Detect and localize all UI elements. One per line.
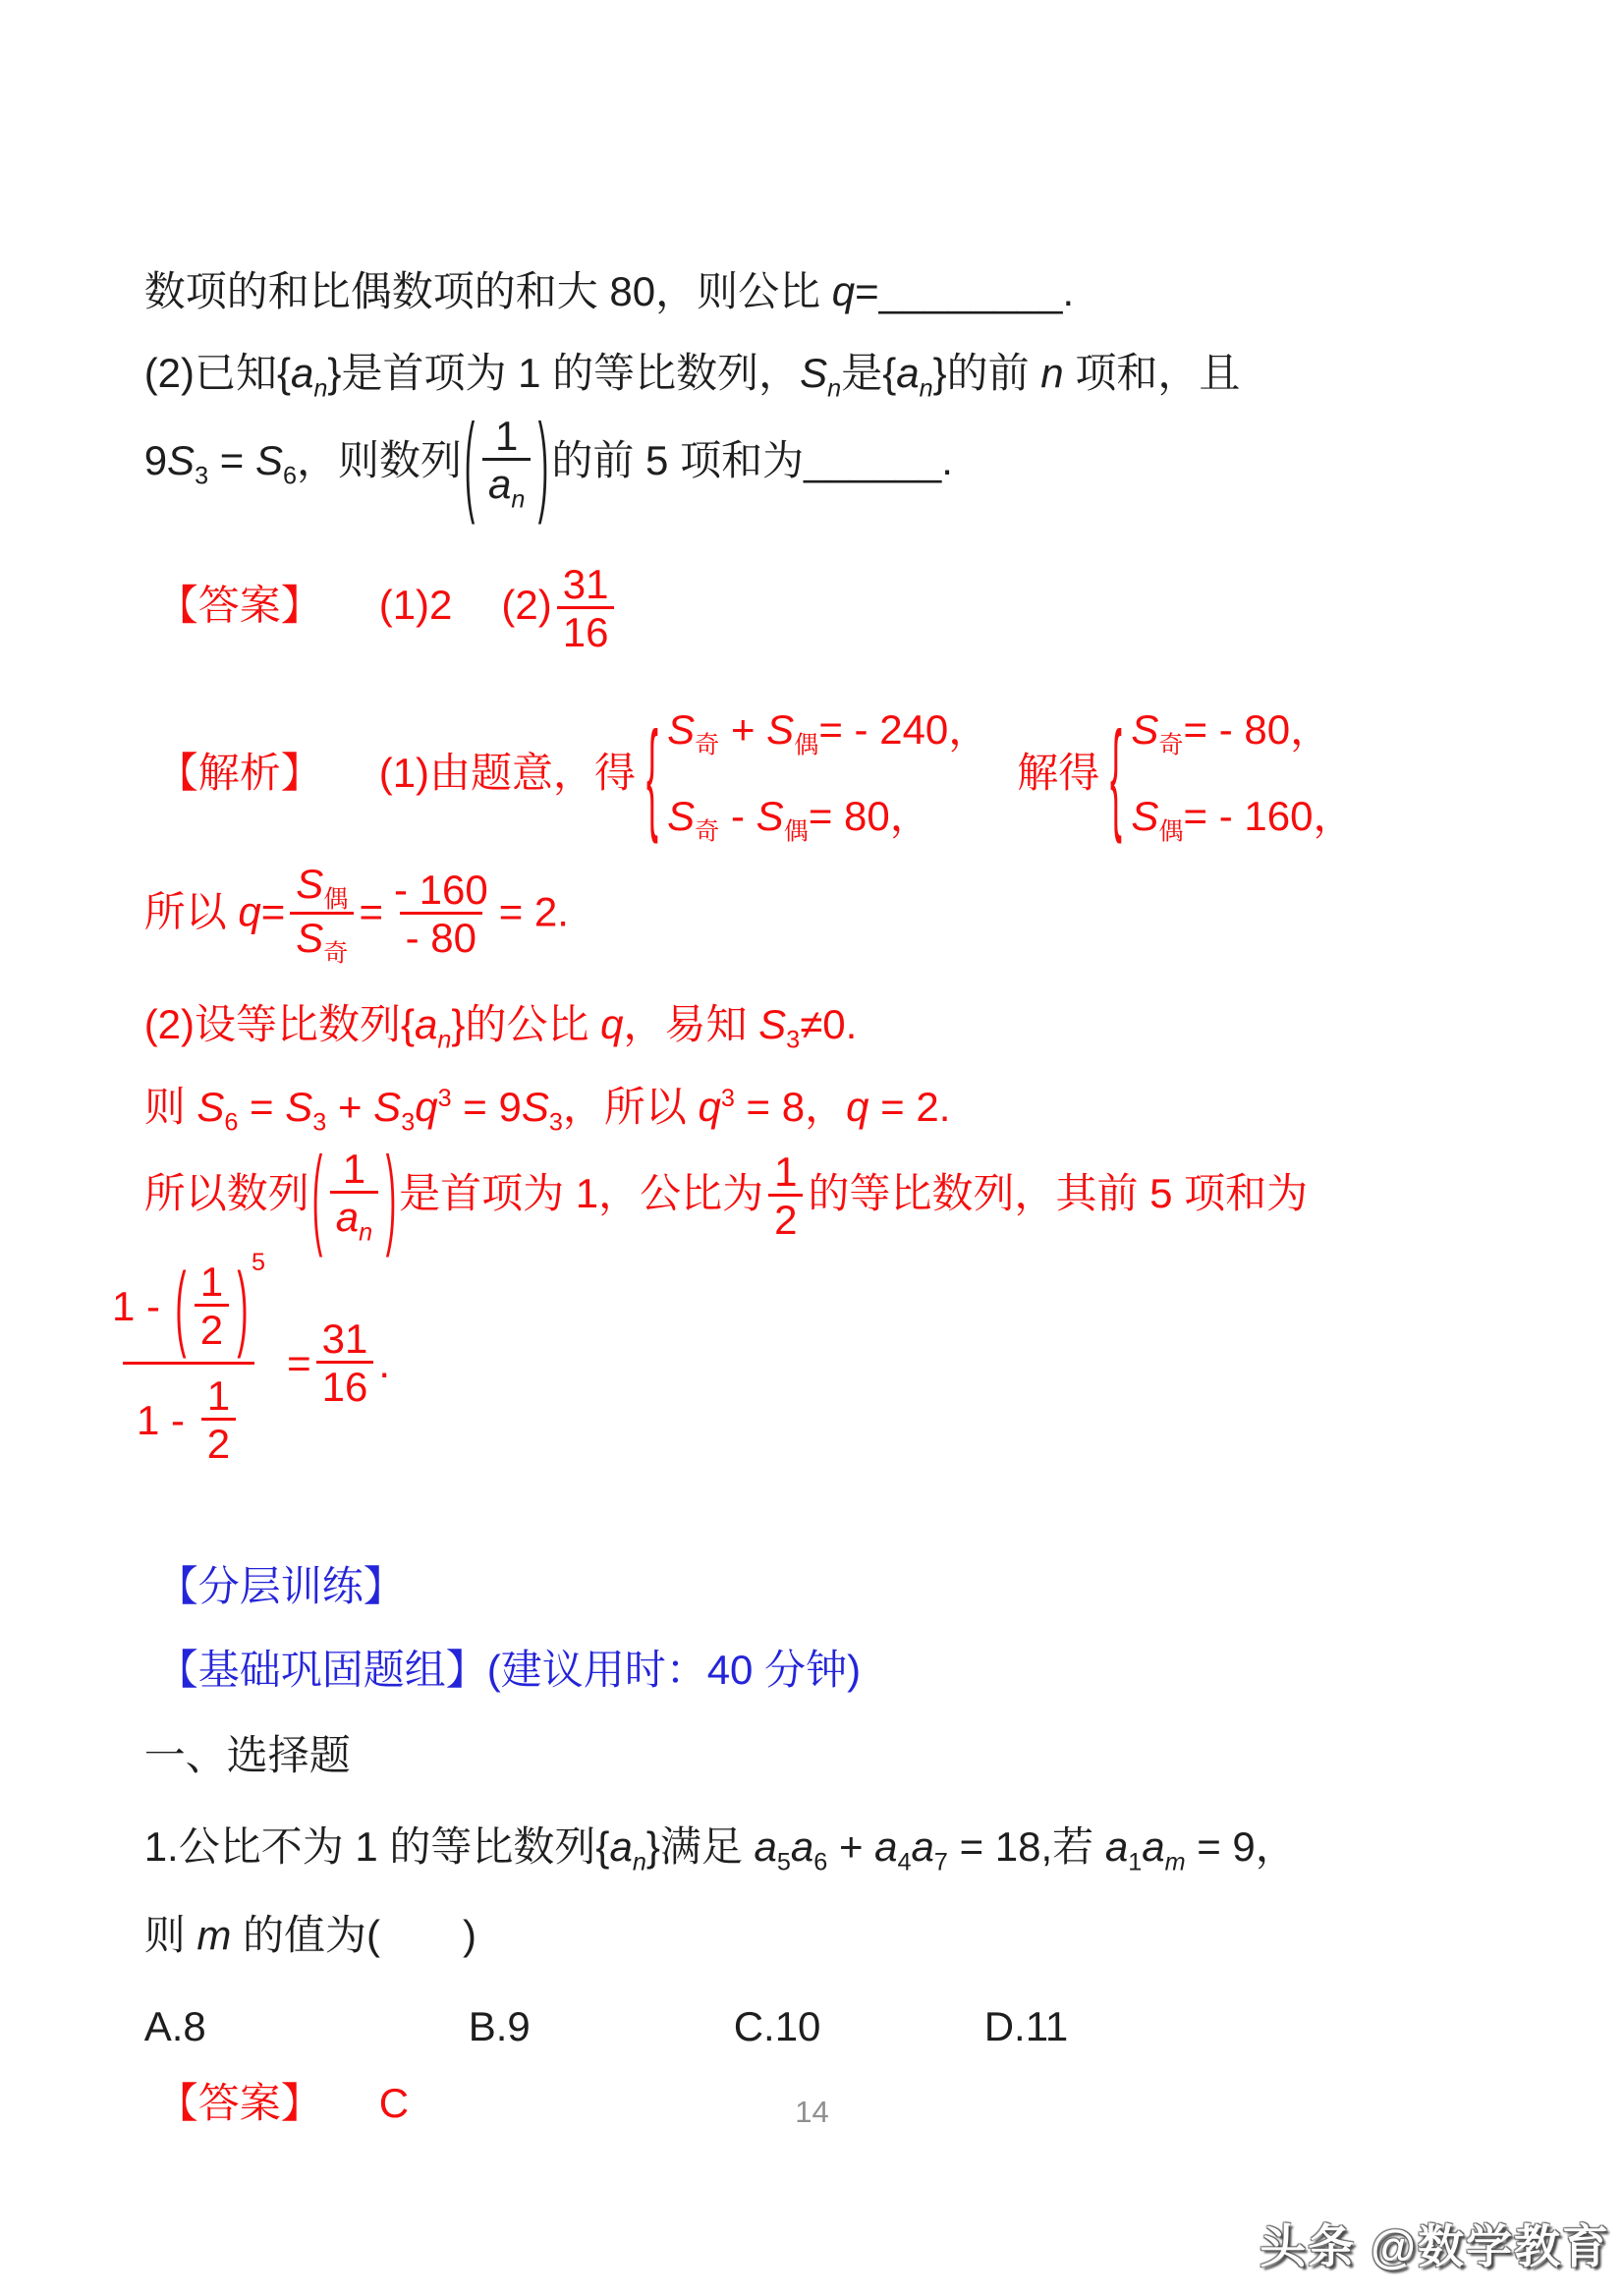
sup-5: 5 bbox=[252, 1249, 266, 1276]
text-run: 的值为( ) bbox=[231, 1911, 477, 1958]
text-run: 解得 bbox=[1017, 749, 1100, 796]
numerator: 1 bbox=[342, 1145, 366, 1192]
var-q: q bbox=[846, 1083, 869, 1130]
denominator: $a_n$ bbox=[482, 458, 531, 513]
var-q: q bbox=[698, 1083, 721, 1130]
var-q: q bbox=[415, 1083, 438, 1130]
equals-sign: = bbox=[359, 887, 383, 934]
text-run: ，所以 bbox=[562, 1083, 699, 1130]
var-S: S bbox=[521, 1083, 549, 1130]
choice-c: C.10 bbox=[733, 2002, 821, 2049]
var-n: n bbox=[1040, 349, 1064, 396]
result: = 2. bbox=[498, 887, 569, 934]
denominator: $a_n$ bbox=[330, 1191, 378, 1246]
fraction-31-over-16 bbox=[557, 560, 615, 655]
answer-value: C bbox=[378, 2079, 410, 2126]
denominator: 2 bbox=[768, 1194, 803, 1242]
equals-sign: = bbox=[260, 887, 286, 934]
var-S: S bbox=[758, 1000, 787, 1047]
plus-sign: + bbox=[827, 1822, 875, 1870]
numerator: 1 bbox=[774, 1148, 798, 1195]
fraction-1-over-2 bbox=[768, 1150, 803, 1242]
text-run: 9 bbox=[143, 436, 168, 483]
fraction-1-over-an bbox=[482, 412, 531, 514]
equation-row: $S_偶= - 160$， bbox=[1131, 792, 1355, 846]
text-run: ，易知 bbox=[623, 1000, 759, 1047]
equals-sign: = bbox=[855, 267, 879, 314]
big-fraction bbox=[98, 1249, 279, 1468]
var-a: a bbox=[896, 349, 920, 396]
suggested-time: (建议用时：40 分钟) bbox=[486, 1646, 862, 1693]
choice-b: B.9 bbox=[468, 2002, 531, 2049]
section-label: 【分层训练】 bbox=[156, 1562, 405, 1609]
text-run: 所以数列 bbox=[143, 1169, 309, 1216]
text-run: }是首项为 1 的等比数列， bbox=[327, 349, 801, 396]
sub-3: 3 bbox=[401, 1107, 416, 1136]
answer-part-2-prefix: (2) bbox=[501, 582, 552, 629]
sub-m: m bbox=[1164, 1847, 1186, 1876]
text-run: = 9， bbox=[1185, 1822, 1297, 1870]
text-run: 是首项为 1，公比为 bbox=[399, 1169, 764, 1216]
fraction-neg160-over-neg80 bbox=[388, 868, 494, 960]
question-1-line-1: 1.公比不为 1 的等比数列$\{a_n\}$满足 $a_5a_6 + a_4a_7 = 18$,若 $a_1a_m = 9$， bbox=[143, 1822, 1297, 1876]
text-run: }的前 bbox=[932, 349, 1041, 396]
sub-n: n bbox=[437, 1025, 452, 1053]
sub-6: 6 bbox=[282, 462, 297, 489]
sub-4: 4 bbox=[897, 1847, 912, 1876]
var-S: S bbox=[800, 349, 828, 396]
answer-label: 【答案】 bbox=[156, 582, 322, 629]
sub-n: n bbox=[919, 373, 933, 402]
fill-in-blank: ________ bbox=[878, 267, 1063, 314]
sub-6: 6 bbox=[813, 1847, 828, 1876]
section-label: 【基础巩固题组】 bbox=[156, 1646, 487, 1693]
left-brace: { bbox=[1110, 705, 1123, 845]
fraction-1-over-2: $\frac{1}{2}$ bbox=[195, 1260, 229, 1352]
var-q: q bbox=[831, 267, 856, 314]
answer-label: 【答案】 bbox=[156, 2079, 322, 2126]
text-run: (1)由题意，得 bbox=[378, 749, 637, 796]
right-paren: ) bbox=[237, 1252, 249, 1360]
choice-d: D.11 bbox=[983, 2002, 1069, 2049]
text-run: ，则数列 bbox=[296, 436, 462, 483]
period: . bbox=[1062, 267, 1075, 314]
left-paren: ( bbox=[311, 1133, 322, 1259]
text-run: (2)设等比数列{ bbox=[143, 1000, 416, 1047]
var-S: S bbox=[196, 1083, 225, 1130]
equals-sign: = bbox=[287, 1339, 311, 1386]
fraction-1-over-2: $\frac{1}{2}$ bbox=[201, 1374, 236, 1466]
sub-3: 3 bbox=[195, 462, 209, 489]
period: . bbox=[378, 1339, 390, 1386]
text-run: 所以 bbox=[143, 887, 239, 934]
text-run: = 18,若 bbox=[947, 1822, 1105, 1870]
sub-7: 7 bbox=[933, 1847, 948, 1876]
text-run: = 2. bbox=[868, 1083, 951, 1130]
text-run: 项和，且 bbox=[1063, 349, 1241, 396]
numerator: - 160 bbox=[393, 867, 488, 914]
text-run: }的公比 bbox=[451, 1000, 601, 1047]
fill-in-blank: ______ bbox=[804, 436, 942, 483]
text-run: 则 bbox=[143, 1911, 197, 1958]
var-S: S bbox=[373, 1083, 402, 1130]
text-run: (2)已知{ bbox=[143, 349, 292, 396]
big-denominator: 1 - $\frac{1}{2}$ bbox=[123, 1362, 254, 1466]
left-paren: ( bbox=[175, 1252, 187, 1360]
var-q: q bbox=[600, 1000, 624, 1047]
analysis-label: 【解析】 bbox=[156, 749, 322, 796]
answer-part-1: (1)2 bbox=[378, 582, 453, 629]
var-q: q bbox=[238, 887, 261, 934]
big-numerator: 1 - ( $\frac{1}{2}$ ) $^5$ bbox=[98, 1260, 279, 1362]
sub-1: 1 bbox=[1128, 1847, 1143, 1876]
numerator: 1 bbox=[495, 412, 519, 459]
text-run: 是{ bbox=[841, 349, 897, 396]
text-run: = 8， bbox=[734, 1083, 847, 1130]
equation-row: $S_奇 - S_偶= 80$， bbox=[667, 792, 931, 846]
var-S: S bbox=[167, 436, 196, 483]
var-a: a bbox=[609, 1822, 633, 1870]
right-paren: ) bbox=[385, 1133, 397, 1259]
solution-display-fraction bbox=[98, 1249, 390, 1468]
plus-sign: + bbox=[326, 1083, 374, 1130]
denominator: $S_奇$ bbox=[290, 912, 354, 967]
equals-sign: = bbox=[238, 1083, 286, 1130]
var-a: a bbox=[291, 349, 314, 396]
text-run: ≠0. bbox=[800, 1000, 858, 1047]
watermark: 头条 @数学教育 bbox=[1260, 2220, 1610, 2272]
var-a: a bbox=[415, 1000, 438, 1047]
text-run: 1.公比不为 1 的等比数列{ bbox=[143, 1822, 610, 1870]
left-brace: { bbox=[646, 705, 659, 845]
denominator: 16 bbox=[557, 606, 615, 654]
equals-sign: = bbox=[208, 436, 255, 483]
sub-3: 3 bbox=[786, 1025, 801, 1053]
fraction-31-over-16: $\frac{31}{16}$ bbox=[316, 1317, 374, 1409]
left-paren: ( bbox=[464, 400, 476, 526]
sub-n: n bbox=[313, 373, 328, 402]
sub-3: 3 bbox=[548, 1107, 563, 1136]
text-run: 数项的和比偶数项的和大 80，则公比 bbox=[143, 267, 832, 314]
right-paren: ) bbox=[538, 400, 549, 526]
numerator: $S_偶$ bbox=[296, 860, 349, 913]
sup-3: 3 bbox=[437, 1084, 452, 1112]
numerator: 31 bbox=[562, 560, 609, 607]
section-title: 一、选择题 bbox=[143, 1731, 351, 1778]
sub-6: 6 bbox=[224, 1107, 239, 1136]
text-run: 则 bbox=[143, 1083, 197, 1130]
text-run: }满足 bbox=[645, 1822, 755, 1870]
var-S: S bbox=[254, 436, 283, 483]
choice-a: A.8 bbox=[143, 2002, 206, 2049]
equation-row: $S_奇 + S_偶= - 240$， bbox=[667, 705, 990, 758]
sup-3: 3 bbox=[720, 1084, 735, 1112]
page-number: 14 bbox=[795, 2095, 829, 2129]
sub-3: 3 bbox=[312, 1107, 327, 1136]
equation-system-1 bbox=[667, 705, 989, 847]
denominator: - 80 bbox=[400, 912, 482, 960]
fraction-1-over-an bbox=[330, 1145, 378, 1247]
var-S: S bbox=[285, 1083, 313, 1130]
period: . bbox=[941, 436, 953, 483]
text-run: = 9 bbox=[451, 1083, 522, 1130]
equation-system-2 bbox=[1131, 705, 1354, 847]
sub-n: n bbox=[632, 1847, 646, 1876]
sub-5: 5 bbox=[776, 1847, 791, 1876]
equation-row: $S_奇= - 80$， bbox=[1131, 705, 1332, 758]
var-m: m bbox=[196, 1911, 232, 1958]
sub-n: n bbox=[827, 373, 842, 402]
text-run: 的前 5 项和为 bbox=[551, 436, 805, 483]
text-run: 的等比数列，其前 5 项和为 bbox=[808, 1169, 1309, 1216]
